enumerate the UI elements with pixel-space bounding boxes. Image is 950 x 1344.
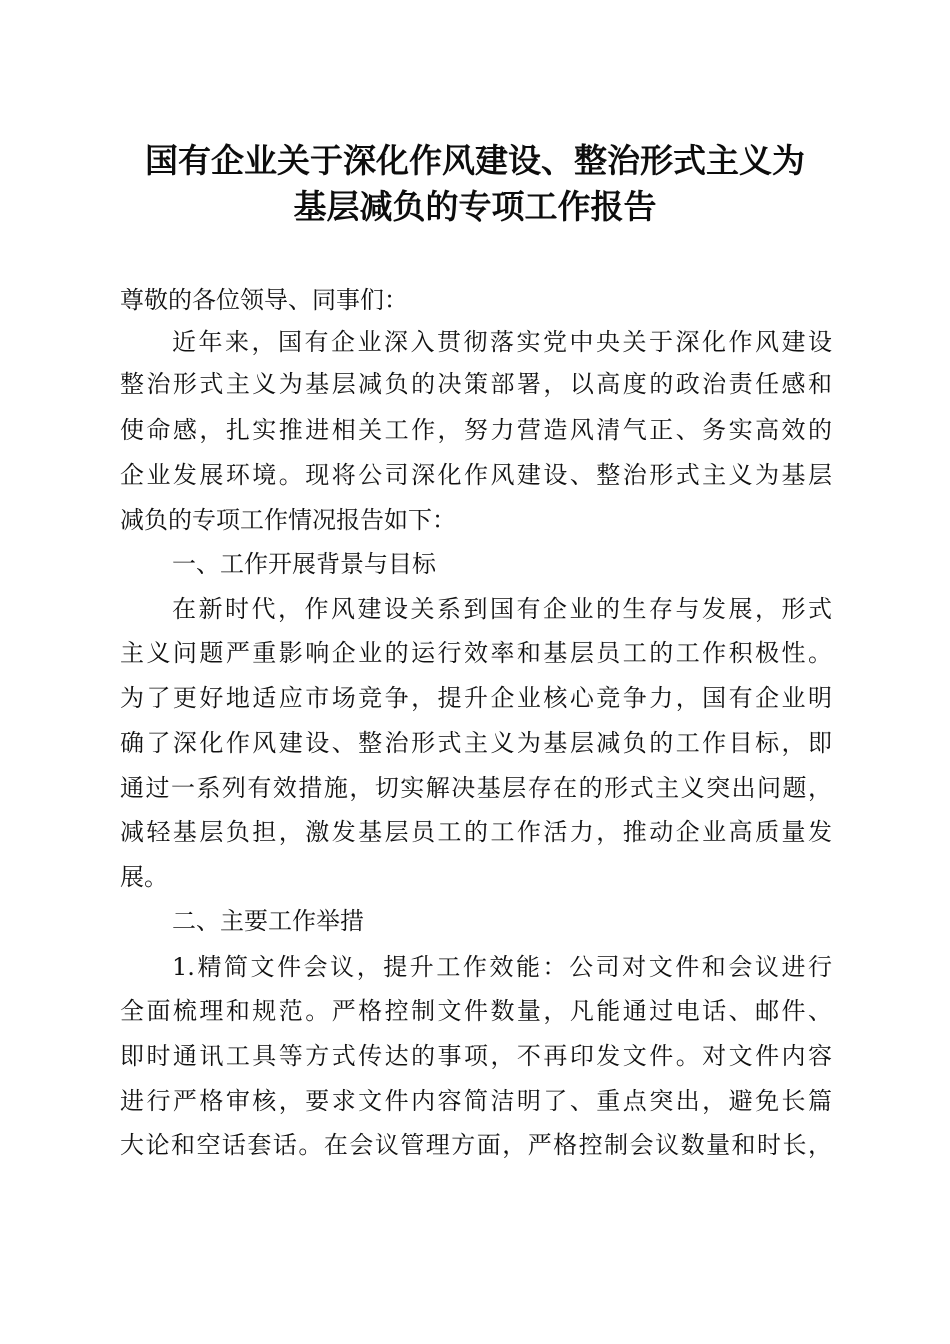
intro-paragraph-line: 企业发展环境。现将公司深化作风建设、整治形式主义为基层 bbox=[120, 461, 832, 489]
section-2-paragraph-line: 即时通讯工具等方式传达的事项，不再印发文件。对文件内容 bbox=[120, 1042, 832, 1070]
section-1-paragraph-line: 通过一系列有效措施，切实解决基层存在的形式主义突出问题， bbox=[120, 774, 832, 802]
section-1-paragraph-line: 展。 bbox=[120, 863, 168, 891]
document-title-line-1: 国有企业关于深化作风建设、整治形式主义为 bbox=[145, 141, 805, 180]
section-1-paragraph-line: 主义问题严重影响企业的运行效率和基层员工的工作积极性。 bbox=[120, 639, 832, 667]
salutation: 尊敬的各位领导、同事们： bbox=[120, 286, 408, 314]
intro-paragraph-line: 使命感，扎实推进相关工作，努力营造风清气正、务实高效的 bbox=[120, 416, 832, 444]
intro-paragraph-line: 近年来，国有企业深入贯彻落实党中央关于深化作风建设 bbox=[172, 328, 832, 356]
section-2-paragraph-line: 1.精简文件会议，提升工作效能：公司对文件和会议进行 bbox=[172, 953, 832, 981]
section-1-paragraph-line: 为了更好地适应市场竞争，提升企业核心竞争力，国有企业明 bbox=[120, 684, 832, 712]
section-1-paragraph-line: 确了深化作风建设、整治形式主义为基层减负的工作目标，即 bbox=[120, 729, 832, 757]
section-1-paragraph-line: 减轻基层负担，激发基层员工的工作活力，推动企业高质量发 bbox=[120, 818, 832, 846]
intro-paragraph-line: 整治形式主义为基层减负的决策部署，以高度的政治责任感和 bbox=[120, 370, 832, 398]
document-title-line-2: 基层减负的专项工作报告 bbox=[293, 187, 657, 226]
section-2-paragraph-line: 全面梳理和规范。严格控制文件数量，凡能通过电话、邮件、 bbox=[120, 997, 832, 1025]
section-2-paragraph-line: 进行严格审核，要求文件内容简洁明了、重点突出，避免长篇 bbox=[120, 1087, 832, 1115]
section-1-paragraph-line: 在新时代，作风建设关系到国有企业的生存与发展，形式 bbox=[172, 595, 832, 623]
intro-paragraph-line: 减负的专项工作情况报告如下： bbox=[120, 506, 456, 534]
section-2-paragraph-line: 大论和空话套话。在会议管理方面，严格控制会议数量和时长， bbox=[120, 1131, 832, 1159]
section-2-heading: 二、主要工作举措 bbox=[172, 907, 364, 935]
section-1-heading: 一、工作开展背景与目标 bbox=[172, 550, 436, 578]
